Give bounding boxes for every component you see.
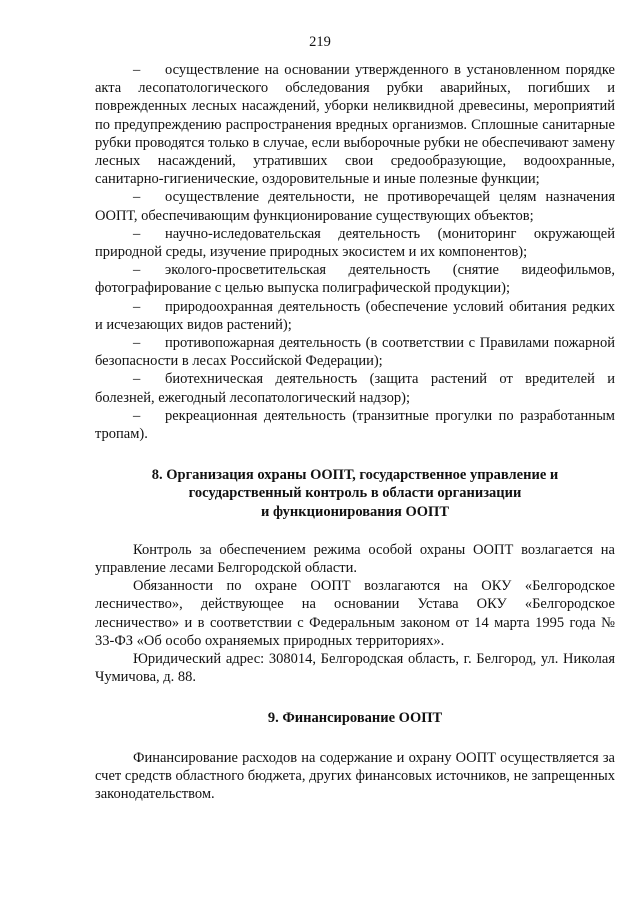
page-number: 219 [309, 34, 331, 50]
list-item-text: осуществление на основании утвержденного в установленном порядке акта лесопатологического обследования рубки аварийных, погибших и поврежденных лесных насаждений, уборки неликвидной древесины, мероприятий по предупреждению распространения вредных организмов. Сплошные санитарные рубки проводятся только в случае, если выборочные рубки не обеспечивают замену лесных насаждений, утративших свои средообразующие, водоохранные, санитарно-гигиенические, оздоровительные и иные полезные функции; [95, 62, 615, 188]
list-item-text: природоохранная деятельность (обеспечение условий обитания редких и исчезающих видов растений); [95, 298, 615, 333]
list-dash: – [133, 225, 141, 242]
list-item [95, 261, 615, 297]
list-item-text: осуществление деятельности, не противоречащей целям назначения ООПТ, обеспечивающим функционирование существующих объектов; [95, 189, 615, 224]
list-item [95, 334, 615, 370]
list-dash: – [133, 62, 141, 78]
list-dash: – [133, 189, 141, 206]
list-item-text: биотехническая деятельность (защита растений от вредителей и болезней, ежегодный лесопатологический надзор); [95, 371, 615, 406]
list-item [95, 225, 615, 261]
list-dash: – [133, 262, 141, 279]
list-item-text: противопожарная деятельность (в соответствии с Правилами пожарной безопасности в лесах Российской Федерации); [95, 335, 615, 370]
list-item [95, 370, 615, 406]
list-item [95, 61, 615, 188]
list-item [95, 188, 615, 224]
section-8-heading [95, 466, 615, 521]
list-item-text: эколого-просветительская деятельность (снятие видеофильмов, фотографирование с целью выпуска полиграфической продукции); [95, 262, 615, 297]
list-dash: – [133, 335, 141, 352]
list-dash: – [133, 407, 141, 424]
section-8-heading-line-1: 8. Организация охраны ООПТ, государственное управление и [151, 467, 559, 484]
section-8-heading-line-3: и функционирования ООПТ [261, 503, 449, 520]
paragraph: Юридический адрес: 308014, Белгородская область, г. Белгород, ул. Николая Чумичова, д. 88. [95, 651, 615, 686]
section-8-body [95, 541, 615, 687]
list-item-text: научно-иследовательская деятельность (мониторинг окружающей природной среды, изучение природных экосистем и их компонентов); [95, 225, 615, 261]
section-9-heading: 9. Финансирование ООПТ [267, 709, 443, 726]
document-body [95, 61, 615, 803]
list-dash: – [133, 298, 141, 315]
permitted-activities-list [95, 61, 615, 443]
list-item-text: рекреационная деятельность (транзитные прогулки по разработанным тропам). [95, 407, 615, 443]
paragraph: Контроль за обеспечением режима особой охраны ООПТ возлагается на управление лесами Белгородской области. [95, 541, 615, 577]
section-9-paragraph: Финансирование расходов на содержание и охрану ООПТ осуществляется за счет средств областного бюджета, других финансовых источников, не запрещенных законодательством. [95, 749, 615, 803]
list-dash: – [133, 371, 141, 388]
list-item [95, 407, 615, 443]
list-item [95, 298, 615, 334]
section-8-heading-line-2: государственный контроль в области организации [188, 485, 522, 502]
paragraph: Обязанности по охране ООПТ возлагаются на ОКУ «Белгородское лесничество», действующее на основании Устава ОКУ «Белгородское лесничество» и в соответствии с Федеральным законом от 14 марта 1995 года № 33-ФЗ «Об особо охраняемых природных территориях». [95, 578, 615, 649]
